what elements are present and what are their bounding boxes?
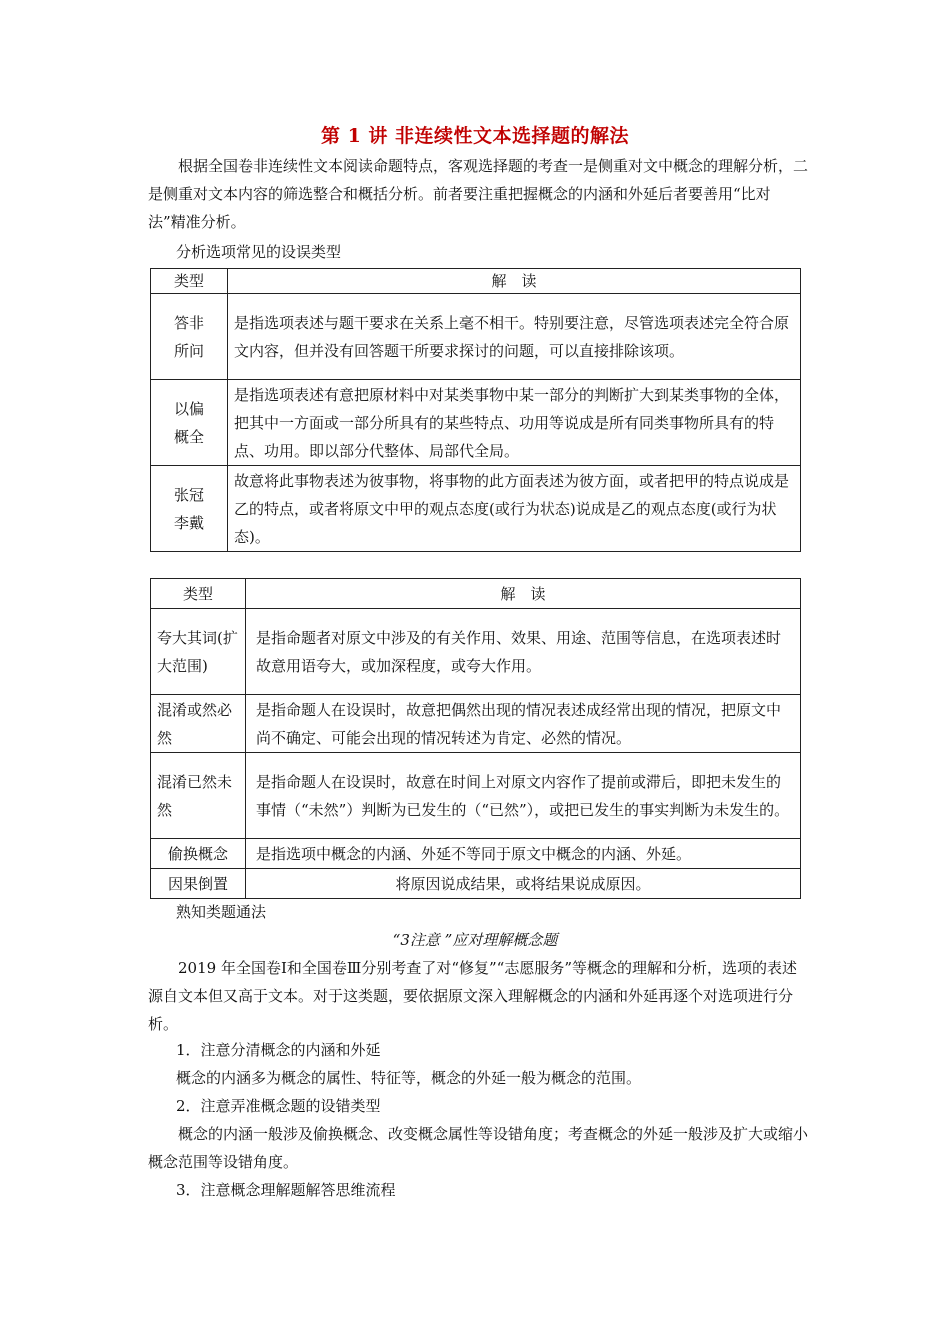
page-title: 第 1 讲 非连续性文本选择题的解法: [320, 125, 630, 147]
point-1-heading: 1．注意分清概念的内涵和外延: [176, 1041, 381, 1059]
table-row: [151, 466, 801, 552]
table-header-row: [151, 269, 801, 294]
body-paragraph: 2019 年全国卷Ⅰ和全国卷Ⅲ分别考查了对“修复”“志愿服务”等概念的理解和分析，选项的表述源自文本但又高于文本。对于这类题，要依据原文深入理解概念的内涵和外延再逐个对选项进行分析。: [148, 959, 798, 1033]
error-type-table-2: [150, 578, 801, 899]
table-row: [151, 609, 801, 695]
row-desc: 将原因说成结果，或将结果说成原因。: [246, 869, 801, 899]
error-type-table-1: [150, 268, 801, 552]
header-desc: 解 读: [246, 579, 801, 609]
point-1-text: 概念的内涵多为概念的属性、特征等，概念的外延一般为概念的范围。: [176, 1069, 642, 1087]
row-desc: 是指选项中概念的内涵、外延不等同于原文中概念的内涵、外延。: [246, 839, 801, 869]
header-type: 类型: [151, 579, 246, 609]
row-desc: 是指命题人在设误时，故意把偶然出现的情况表述成经常出现的情况，把原文中尚不确定、可能会出现的情况转述为肯定、必然的情况。: [246, 695, 801, 753]
row-type: 混淆已然未然: [151, 753, 246, 839]
point-2-text: 概念的内涵一般涉及偷换概念、改变概念属性等设错角度；考查概念的外延一般涉及扩大或缩小概念范围等设错角度。: [148, 1125, 809, 1171]
table-header-row: [151, 579, 801, 609]
table-row: [151, 753, 801, 839]
table-row: [151, 869, 801, 899]
section-subtitle: “3注意 ”应对理解概念题: [392, 931, 558, 949]
row-desc: 故意将此事物表述为彼事物，将事物的此方面表述为彼方面，或者把甲的特点说成是乙的特点，或者将原文中甲的观点态度(或行为状态)说成是乙的观点态度(或行为状态)。: [228, 466, 801, 552]
point-3-heading: 3．注意概念理解题解答思维流程: [176, 1181, 396, 1199]
section-label: 熟知类题通法: [176, 903, 267, 921]
row-desc: 是指选项表述与题干要求在关系上毫不相干。特别要注意，尽管选项表述完全符合原文内容，但并没有回答题干所要求探讨的问题，可以直接排除该项。: [228, 294, 801, 380]
row-type: 混淆或然必然: [151, 695, 246, 753]
row-type: 以偏概全: [151, 380, 228, 466]
table-row: [151, 695, 801, 753]
point-2-heading: 2．注意弄准概念题的设错类型: [176, 1097, 381, 1115]
row-desc: 是指命题者对原文中涉及的有关作用、效果、用途、范围等信息，在选项表述时故意用语夸大，或加深程度，或夸大作用。: [246, 609, 801, 695]
table-row: [151, 294, 801, 380]
row-type: 夸大其词(扩大范围): [151, 609, 246, 695]
row-desc: 是指命题人在设误时，故意在时间上对原文内容作了提前或滞后，即把未发生的事情（“未然”）判断为已发生的（“已然”），或把已发生的事实判断为未发生的。: [246, 753, 801, 839]
row-desc: 是指选项表述有意把原材料中对某类事物中某一部分的判断扩大到某类事物的全体，把其中一方面或一部分所具有的某些特点、功用等说成是所有同类事物所具有的特点、功用。即以部分代整体、局部代全局。: [228, 380, 801, 466]
row-type: 因果倒置: [151, 869, 246, 899]
row-type: 偷换概念: [151, 839, 246, 869]
intro-paragraph: 根据全国卷非连续性文本阅读命题特点，客观选择题的考查一是侧重对文中概念的理解分析，二是侧重对文本内容的筛选整合和概括分析。前者要注重把握概念的内涵和外延后者要善用“比对法”精准分析。: [148, 157, 809, 231]
row-type: 答非所问: [151, 294, 228, 380]
header-type: 类型: [151, 269, 228, 294]
table-row: [151, 380, 801, 466]
header-desc: 解 读: [228, 269, 801, 294]
row-type: 张冠李戴: [151, 466, 228, 552]
table-row: [151, 839, 801, 869]
table-caption: 分析选项常见的设误类型: [176, 243, 342, 261]
